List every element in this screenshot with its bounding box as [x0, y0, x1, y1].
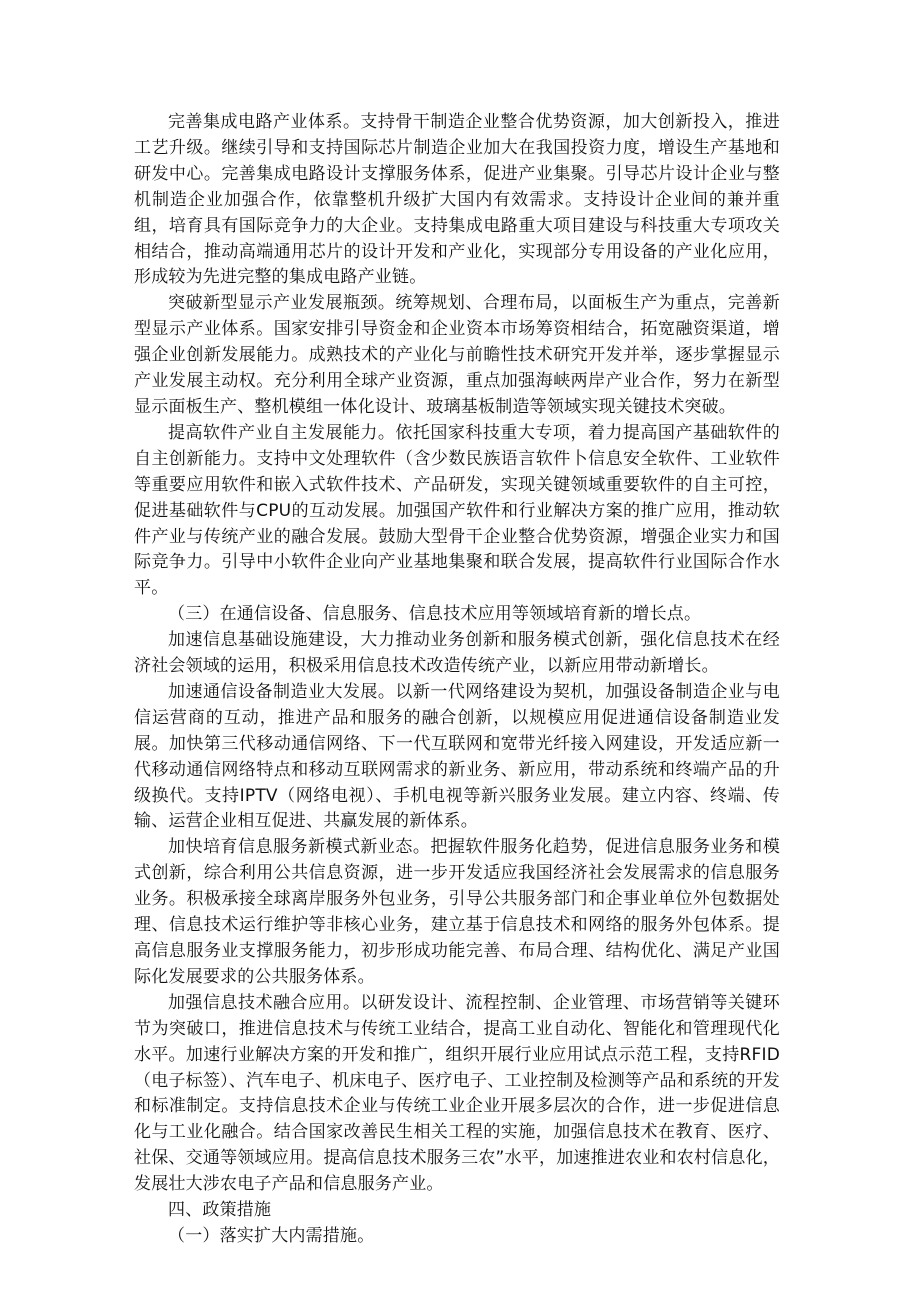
paragraph-new-display: 突破新型显示产业发展瓶颈。统筹规划、合理布局，以面板生产为重点，完善新型显示产业体系。国家安排引导资金和企业资本市场筹资相结合，拓宽融资渠道，增强企业创新发展能力。成熟技术的产业化与前瞻性技术研究开发并举，逐步掌握显示产业发展主动权。充分利用全球产业资源，重点加强海峡两岸产业合作，努力在新型显示面板生产、整机模组一体化设计、玻璃基板制造等领域实现关键技术突破。 [134, 293, 780, 417]
section-heading-domestic-demand: （一）落实扩大内需措施。 [168, 1225, 375, 1246]
paragraph-integrated-circuit: 完善集成电路产业体系。支持骨干制造企业整合优势资源，加大创新投入，推进工艺升级。继续引导和支持国际芯片制造企业加大在我国投资力度，增设生产基地和研发中心。完善集成电路设计支撑服务体系，促进产业集聚。引导芯片设计企业与整机制造企业加强合作，依靠整机升级扩大国内有效需求。支持设计企业间的兼并重组，培育具有国际竞争力的大企业。支持集成电路重大项目建设与科技重大专项攻关相结合，推动高端通用芯片的设计开发和产业化，实现部分专用设备的产业化应用，形成较为先进完整的集成电路产业链。 [134, 112, 780, 288]
paragraph-info-services: 加快培育信息服务新模式新业态。把握软件服务化趋势，促进信息服务业务和模式创新，综合利用公共信息资源，进一步开发适应我国经济社会发展需求的信息服务业务。积极承接全球离岸服务外包业务，引导公共服务部门和企事业单位外包数据处理、信息技术运行维护等非核心业务，建立基于信息技术和网络的服务外包体系。提高信息服务业支撑服务能力，初步形成功能完善、布局合理、结构优化、满足产业国际化发展要求的公共服务体系。 [134, 837, 780, 987]
document-body [134, 110, 780, 1250]
paragraph-it-integration: 加强信息技术融合应用。以研发设计、流程控制、企业管理、市场营销等关键环节为突破口，推进信息技术与传统工业结合，提高工业自动化、智能化和管理现代化水平。加速行业解决方案的开发和推广，组织开展行业应用试点示范工程，支持RFID（电子标签）、汽车电子、机床电子、医疗电子、工业控制及检测等产品和系统的开发和标准制定。支持信息技术企业与传统工业企业开展多层次的合作，进一步促进信息化与工业化融合。结合国家改善民生相关工程的实施，加强信息技术在教育、医疗、社保、交通等领域应用。提高信息技术服务三农”水平，加速推进农业和农村信息化，发展壮大涉农电子产品和信息服务产业。 [134, 992, 780, 1195]
paragraph-software: 提高软件产业自主发展能力。依托国家科技重大专项，着力提高国产基础软件的自主创新能力。支持中文处理软件（含少数民族语言软件卜信息安全软件、工业软件等重要应用软件和嵌入式软件技术、产品研发，实现关键领域重要软件的自主可控，促进基础软件与CPU的互动发展。加强国产软件和行业解决方案的推广应用，推动软件产业与传统产业的融合发展。鼓励大型骨干企业整合优势资源，增强企业实力和国际竞争力。引导中小软件企业向产业基地集聚和联合发展，提高软件行业国际合作水平。 [134, 422, 780, 599]
paragraph-info-infrastructure: 加速信息基础设施建设，大力推动业务创新和服务模式创新，强化信息技术在经济社会领域的运用，积极采用信息技术改造传统产业，以新应用带动新增长。 [134, 630, 780, 677]
section-heading-policy: 四、政策措施 [168, 1200, 272, 1221]
paragraph-communication-equipment: 加速通信设备制造业大发展。以新一代网络建设为契机，加强设备制造企业与电信运营商的互动，推进产品和服务的融合创新，以规模应用促进通信设备制造业发展。加快第三代移动通信网络、下一代互联网和宽带光纤接入网建设，开发适应新一代移动通信网络特点和移动互联网需求的新业务、新应用，带动系统和终端产品的升级换代。支持IPTV（网络电视）、手机电视等新兴服务业发展。建立内容、终端、传输、运营企业相互促进、共赢发展的新体系。 [134, 681, 780, 832]
section-heading-3: （三）在通信设备、信息服务、信息技术应用等领域培育新的增长点。 [168, 604, 702, 625]
